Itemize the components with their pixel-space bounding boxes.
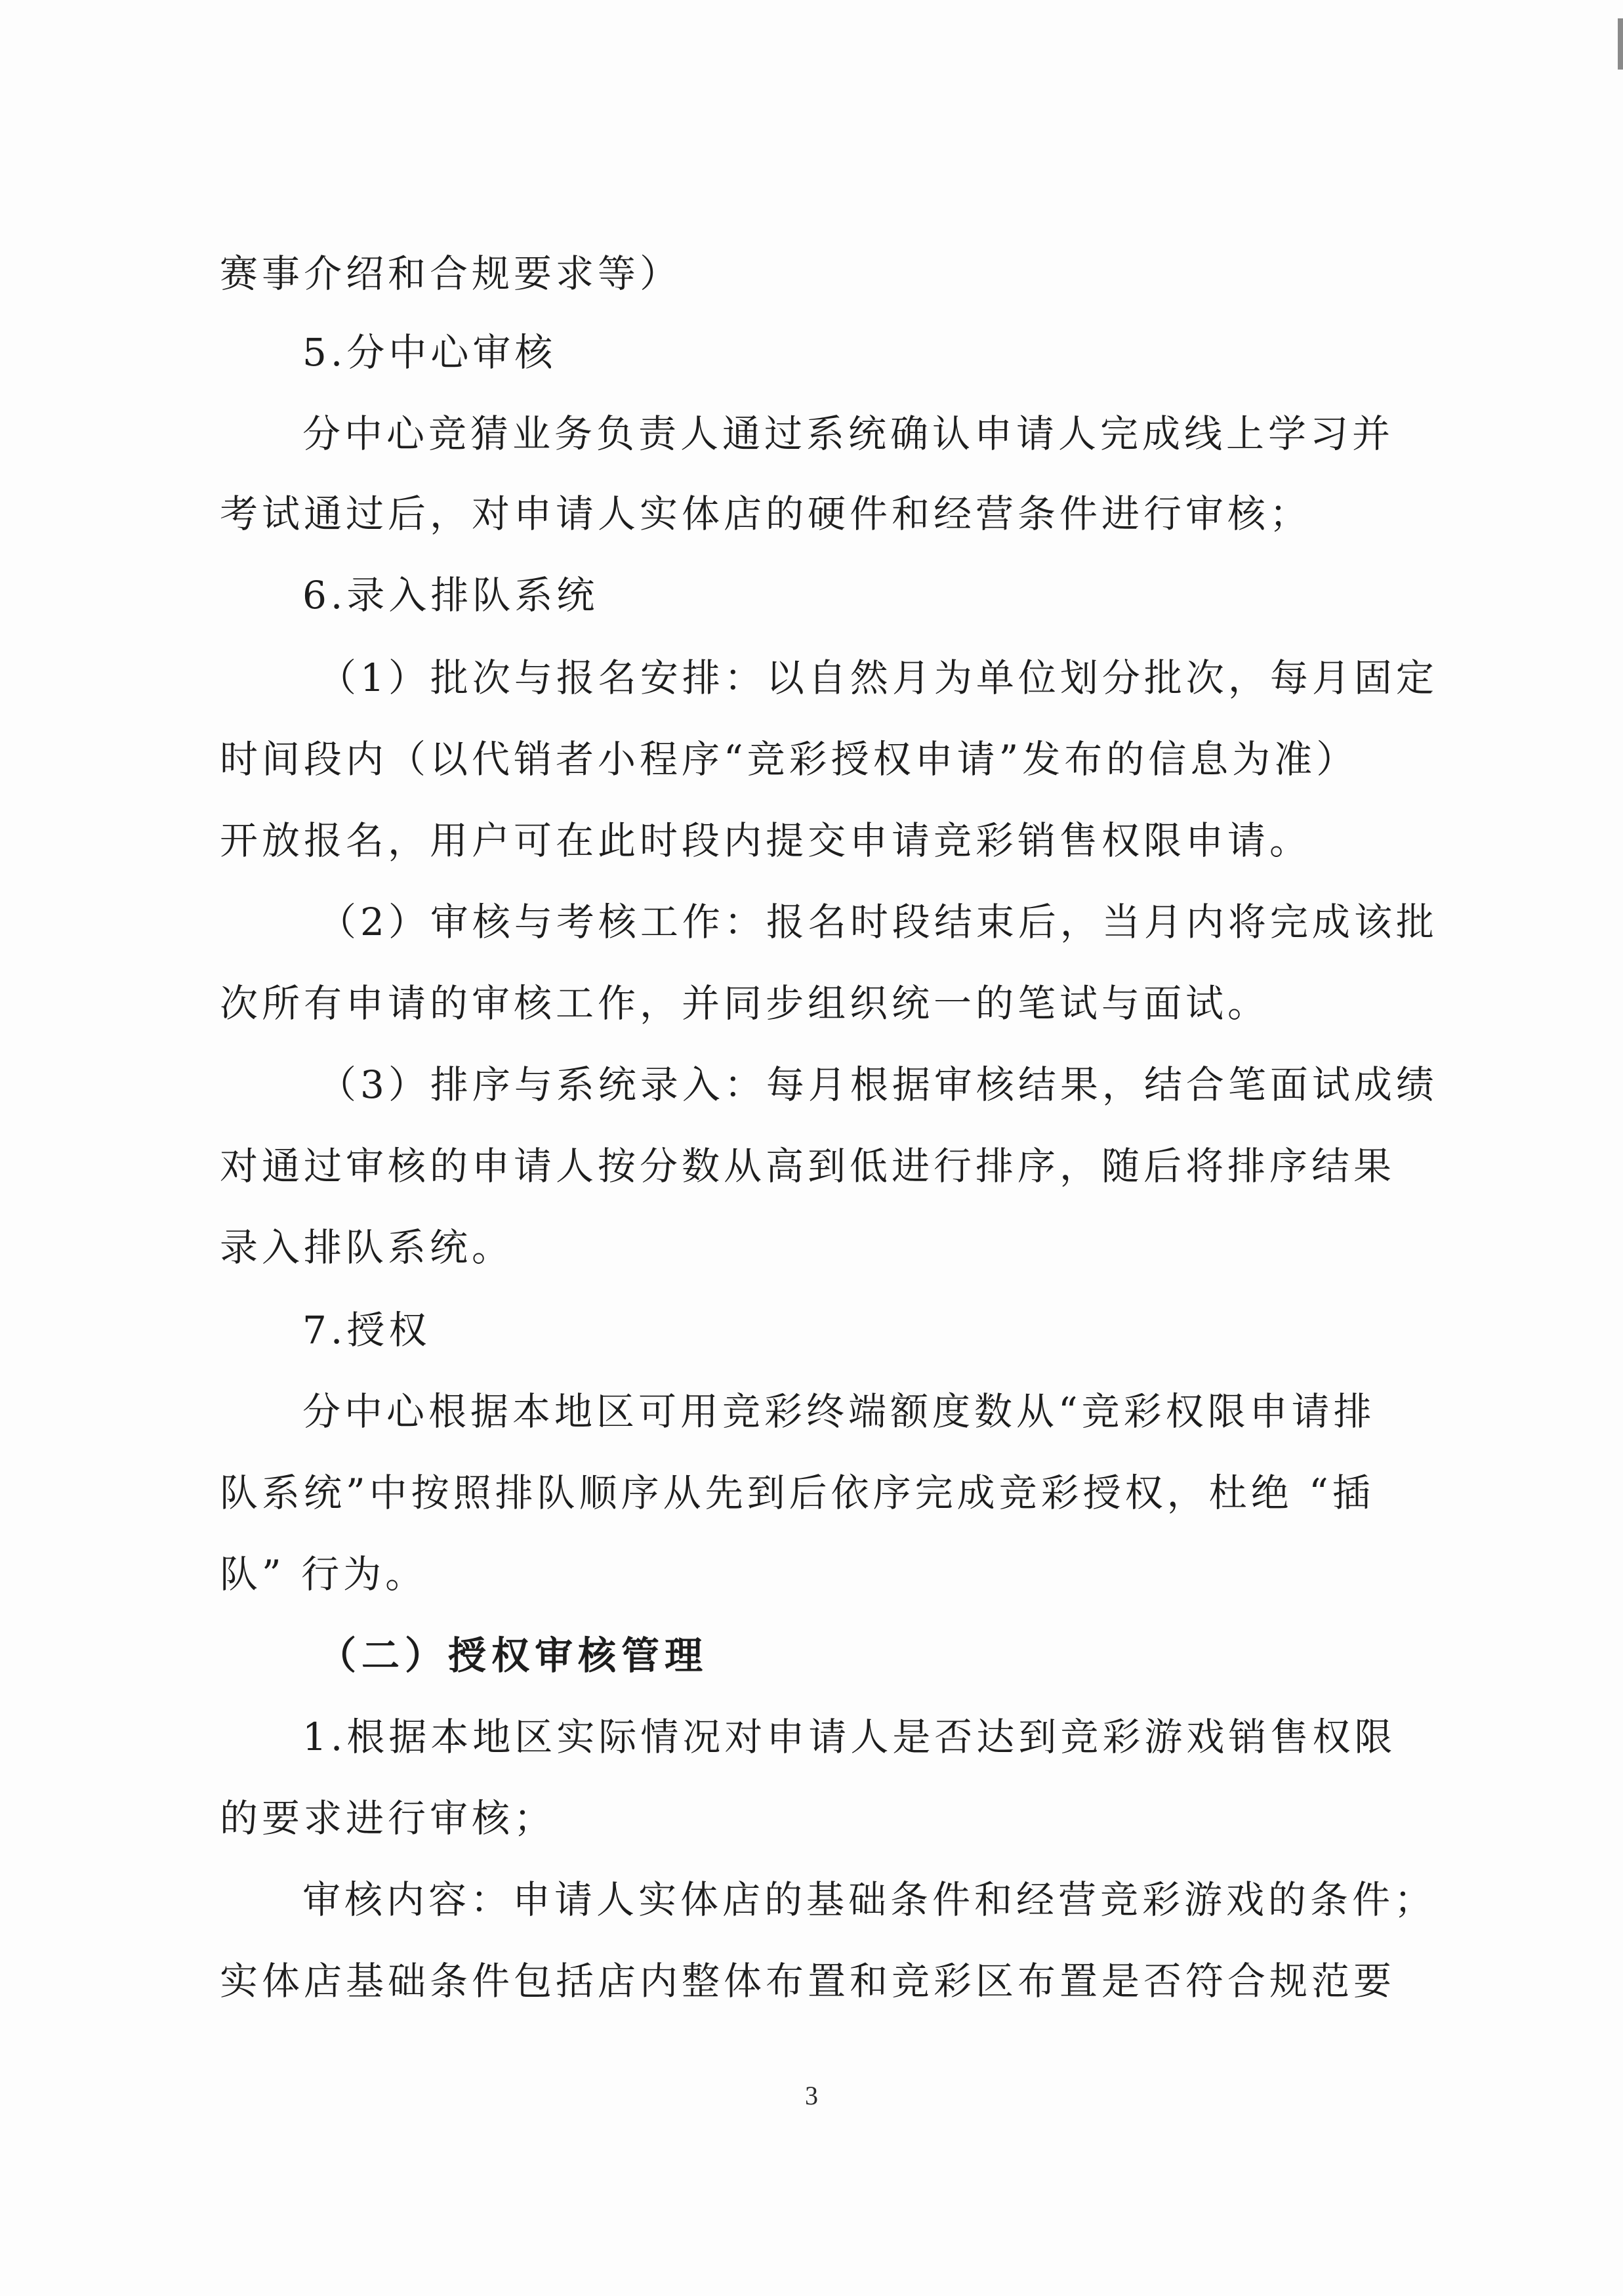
item-3-line-2: 对通过审核的申请人按分数从高到低进行排序，随后将排序结果 bbox=[220, 1144, 1396, 1188]
item-3-line-3: 录入排队系统。 bbox=[220, 1225, 514, 1270]
section-5-title: 5.分中心审核 bbox=[302, 330, 557, 375]
item-1-line-2: 时间段内（以代销者小程序“竞彩授权申请”发布的信息为准） bbox=[220, 737, 1359, 782]
text-line-3: 分中心竞猜业务负责人通过系统确认申请人完成线上学习并 bbox=[302, 411, 1395, 456]
section-6-title: 6.录入排队系统 bbox=[302, 573, 599, 617]
text-line-21: 审核内容：申请人实体店的基础条件和经营竞彩游戏的条件； bbox=[302, 1877, 1437, 1922]
item-2-line-2: 次所有申请的审核工作，并同步组织统一的笔试与面试。 bbox=[220, 981, 1270, 1026]
item-2-line-1: （2）审核与考核工作：报名时段结束后，当月内将完成该批 bbox=[318, 900, 1438, 944]
section-7-title: 7.授权 bbox=[302, 1308, 431, 1352]
text-line-1: 赛事介绍和合规要求等） bbox=[220, 251, 682, 296]
text-line-16: 队系统”中按照排队顺序从先到后依序完成竞彩授权，杜绝 “插 bbox=[220, 1471, 1374, 1515]
text-line-20: 的要求进行审核； bbox=[220, 1796, 556, 1841]
item-3-line-1: （3）排序与系统录入：每月根据审核结果，结合笔面试成绩 bbox=[318, 1062, 1438, 1107]
page-number: 3 bbox=[805, 2081, 818, 2110]
text-line-4: 考试通过后，对申请人实体店的硬件和经营条件进行审核； bbox=[220, 491, 1312, 536]
text-line-15: 分中心根据本地区可用竞彩终端额度数从“竞彩权限申请排 bbox=[302, 1389, 1376, 1434]
text-line-17: 队” 行为。 bbox=[220, 1552, 428, 1597]
item-1-line-1: （1）批次与报名安排：以自然月为单位划分批次，每月固定 bbox=[318, 656, 1438, 700]
item-1-line-3: 开放报名，用户可在此时段内提交申请竞彩销售权限申请。 bbox=[220, 818, 1312, 863]
text-line-19: 1.根据本地区实际情况对申请人是否达到竞彩游戏销售权限 bbox=[302, 1715, 1397, 1759]
subsection-2-heading: （二）授权审核管理 bbox=[318, 1633, 709, 1678]
scan-edge-mark bbox=[1618, 18, 1623, 70]
text-line-22: 实体店基础条件包括店内整体布置和竞彩区布置是否符合规范要 bbox=[220, 1959, 1396, 2003]
